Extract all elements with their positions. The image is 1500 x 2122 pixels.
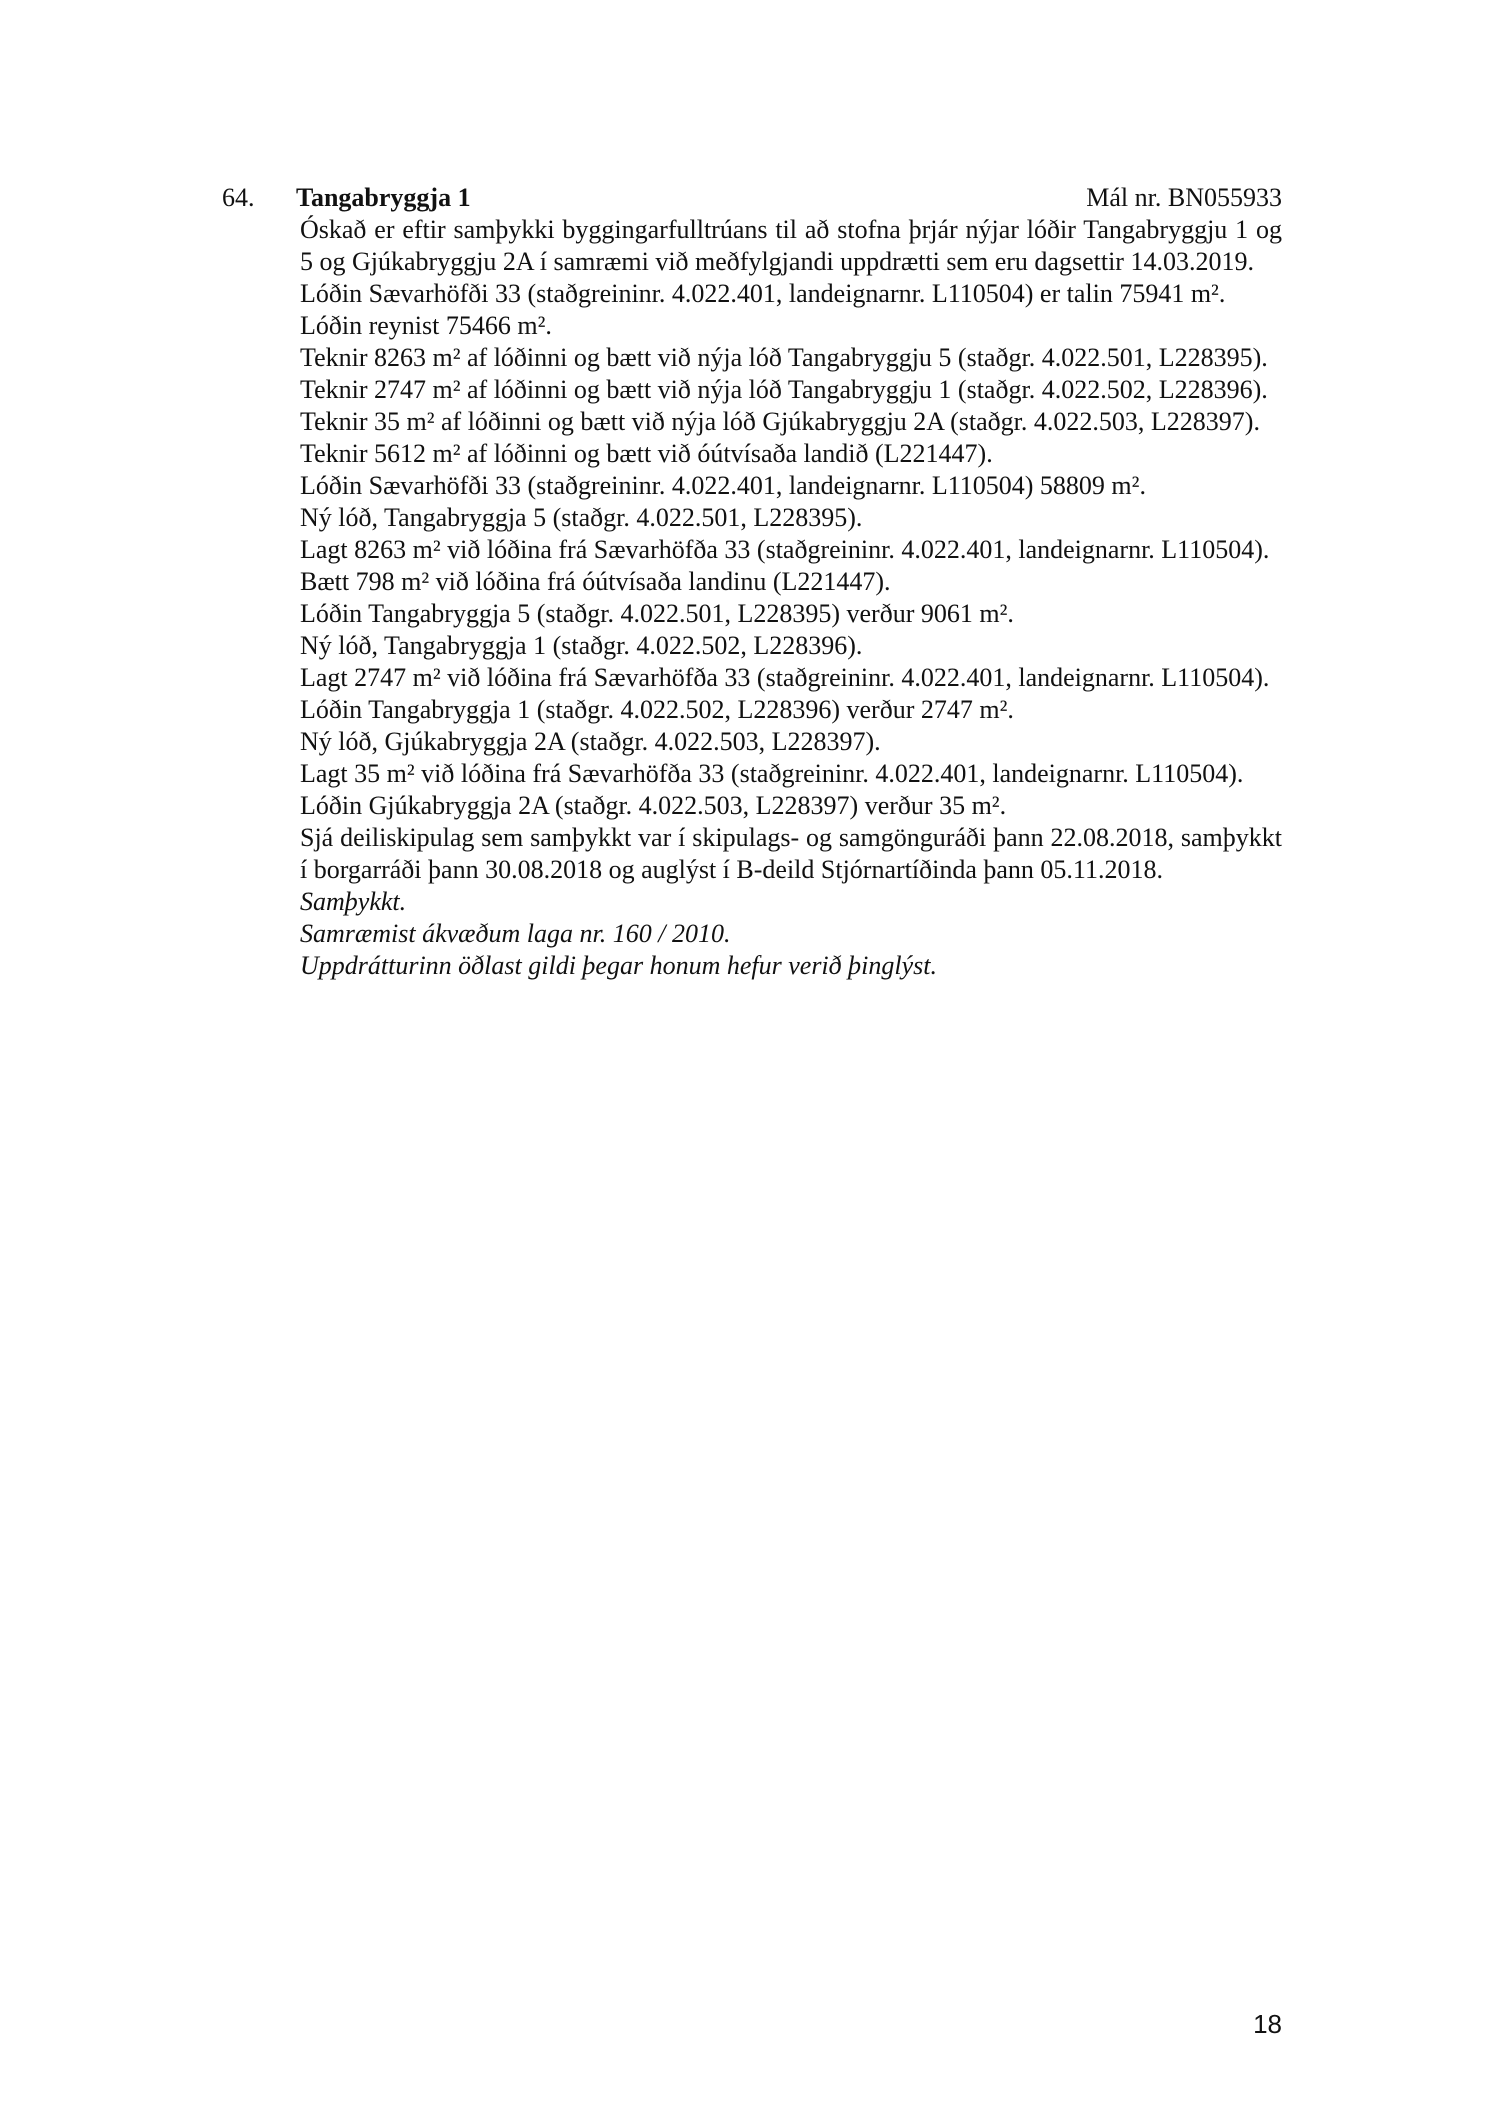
page-number: 18 xyxy=(1253,2009,1282,2039)
paragraph-taken-tangabryggja-1: Teknir 2747 m² af lóðinni og bætt við nýja lóð Tangabryggju 1 (staðgr. 4.022.502, L228396). xyxy=(300,375,1268,404)
paragraph-result-tangabryggja-1: Lóðin Tangabryggja 1 (staðgr. 4.022.502, L228396) verður 2747 m². xyxy=(300,695,1014,724)
paragraph-zoning-plan: Sjá deiliskipulag sem samþykkt var í skipulags- og samgönguráði þann 22.08.2018, samþykkt í borgarráði þann 30.08.2018 og auglýst í B-deild Stjórnartíðinda þann 05.11.2018. xyxy=(300,823,1282,884)
paragraph-result-gjukabryggja-2a: Lóðin Gjúkabryggja 2A (staðgr. 4.022.503, L228397) verður 35 m². xyxy=(300,791,1007,820)
paragraph-added-tangabryggja-5: Lagt 8263 m² við lóðina frá Sævarhöfða 33 (staðgreininr. 4.022.401, landeignarnr. L110504). xyxy=(300,535,1270,564)
item-body xyxy=(300,214,1282,982)
paragraph-new-lot-gjukabryggja-2a: Ný lóð, Gjúkabryggja 2A (staðgr. 4.022.503, L228397). xyxy=(300,727,881,756)
paragraph-new-lot-tangabryggja-1: Ný lóð, Tangabryggja 1 (staðgr. 4.022.502, L228396). xyxy=(300,631,863,660)
paragraph-new-lot-tangabryggja-5: Ný lóð, Tangabryggja 5 (staðgr. 4.022.501, L228395). xyxy=(300,503,863,532)
paragraph-taken-tangabryggja-5: Teknir 8263 m² af lóðinni og bætt við nýja lóð Tangabryggju 5 (staðgr. 4.022.501, L228395). xyxy=(300,343,1268,372)
decision-compliance: Samræmist ákvæðum laga nr. 160 / 2010. xyxy=(300,919,731,948)
paragraph-added-gjukabryggja-2a: Lagt 35 m² við lóðina frá Sævarhöfða 33 (staðgreininr. 4.022.401, landeignarnr. L110504). xyxy=(300,759,1244,788)
item-header xyxy=(222,182,1282,214)
decision-approved: Samþykkt. xyxy=(300,887,407,916)
paragraph-request: Óskað er eftir samþykki byggingarfulltrúans til að stofna þrjár nýjar lóðir Tangabryggju 1 og 5 og Gjúkabryggju 2A í samræmi við meðfylgjandi uppdrætti sem eru dagsettir 14.03.2019. xyxy=(300,215,1282,276)
paragraph-added-unallocated: Bætt 798 m² við lóðina frá óútvísaða landinu (L221447). xyxy=(300,567,891,596)
paragraph-original-area: Lóðin Sævarhöfði 33 (staðgreininr. 4.022.401, landeignarnr. L110504) er talin 75941 m². xyxy=(300,279,1226,308)
item-number: 64. xyxy=(222,183,255,212)
paragraph-remaining-area: Lóðin Sævarhöfði 33 (staðgreininr. 4.022.401, landeignarnr. L110504) 58809 m². xyxy=(300,471,1146,500)
decision-validity: Uppdrátturinn öðlast gildi þegar honum hefur verið þinglýst. xyxy=(300,951,937,980)
item-title: Tangabryggja 1 xyxy=(296,183,471,212)
paragraph-taken-gjukabryggja-2a: Teknir 35 m² af lóðinni og bætt við nýja lóð Gjúkabryggju 2A (staðgr. 4.022.503, L228397). xyxy=(300,407,1260,436)
case-number: Mál nr. BN055933 xyxy=(1086,183,1282,212)
paragraph-result-tangabryggja-5: Lóðin Tangabryggja 5 (staðgr. 4.022.501, L228395) verður 9061 m². xyxy=(300,599,1014,628)
paragraph-added-tangabryggja-1: Lagt 2747 m² við lóðina frá Sævarhöfða 33 (staðgreininr. 4.022.401, landeignarnr. L110504). xyxy=(300,663,1270,692)
paragraph-measured-area: Lóðin reynist 75466 m². xyxy=(300,311,552,340)
paragraph-taken-unallocated: Teknir 5612 m² af lóðinni og bætt við óútvísaða landið (L221447). xyxy=(300,439,993,468)
